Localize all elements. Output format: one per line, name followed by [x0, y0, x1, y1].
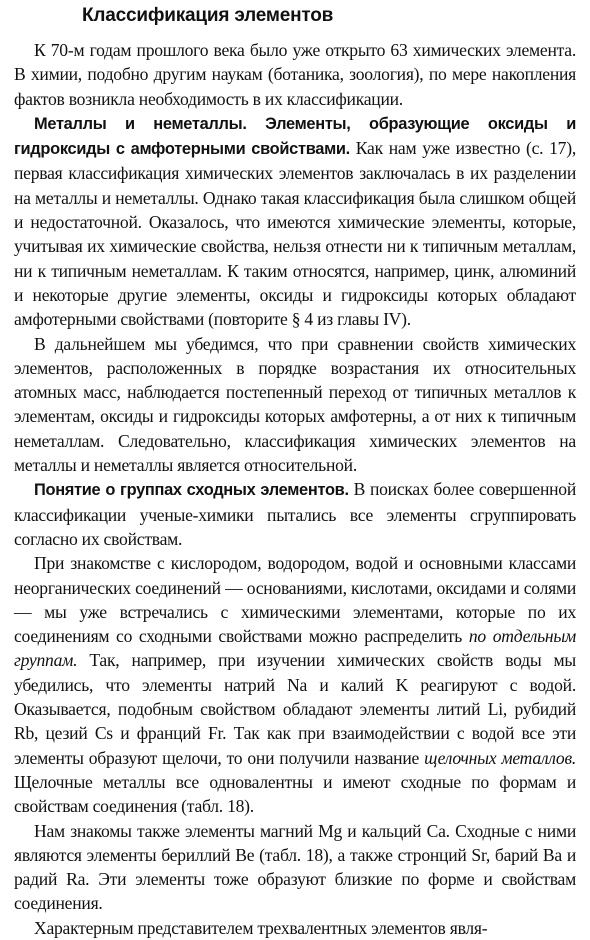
italic-alkali: щелочных металлов.: [424, 747, 577, 768]
paragraph-groups: Понятие о группах сходных элементов. В поисках более совершенной классификации ученые-химики пытались все элементы сгруппировать согласно их свойствам.: [14, 479, 576, 549]
paragraph-metals: Металлы и неметаллы. Элементы, образующие оксиды и гидроксиды с амфотерными свойствами. Как нам уже известно (с. 17), первая классификация химических элементов заключалась в их разделении на металлы и неметаллы. Однако такая классификация была слишком общей и недостаточной. Оказалось, что имеются химические элементы, которые, учитывая их химические свойства, нельзя отнести ни к типичным металлам, ни к типичным неметаллам. К таким относятся, например, цинк, алюминий и некоторые другие элементы, оксиды и гидроксиды которых обладают амфотерными свойствами (повторите § 4 из главы IV).: [14, 114, 576, 330]
subheading-metals: Металлы и неметаллы. Элементы, образующие оксиды и гидроксиды с амфотерными свойствами.: [14, 114, 576, 159]
paragraph-alkaline-earth: Нам знакомы также элементы магний Mg и кальций Ca. Сходные с ними являются элементы бериллий Be (табл. 18), а также стронций Sr, барий Ba и радий Ra. Эти элементы тоже образуют близкие по форме и свойствам соединения.: [14, 820, 576, 914]
paragraph-intro: К 70-м годам прошлого века было уже открыто 63 химических элемента. В химии, подобно другим наукам (ботаника, зоология), по мере накопления фактов возникла необходимость в их классификации.: [14, 40, 576, 109]
body-text: [14, 38, 576, 940]
section-heading: Классификация элементов: [82, 5, 334, 26]
paragraph-transition: В дальнейшем мы убедимся, что при сравнении свойств химических элементов, расположенных в порядке возрастания их относительных атомных масс, наблюдается постепенный переход от типичных металлов к элементам, оксиды и гидроксиды которых амфотерны, а от них к типичным неметаллам. Следовательно, классификация химических элементов на металлы и неметаллы является относительной.: [14, 333, 576, 476]
subheading-groups: Понятие о группах сходных элементов.: [34, 481, 349, 500]
paragraph-trivalent: Характерным представителем трехвалентных элементов явля-: [34, 917, 488, 938]
italic-groups: по отдельным группам.: [14, 626, 576, 671]
paragraph-alkali: При знакомстве с кислородом, водородом, водой и основными классами неорганических соединений — основаниями, кислотами, оксидами и солями — мы уже встречались с химическими элементами, которые по их соединениям со сходными свойствами можно распределить по отдельным группам. Так, например, при изучении химических свойств воды мы убедились, что элементы натрий Na и калий K реагируют с водой. Оказывается, подобным свойством обладают элементы литий Li, рубидий Rb, цезий Cs и франций Fr. Так как при взаимодействии с водой все эти элементы образуют щелочи, то они получили название щелочных металлов. Щелочные металлы все одновалентны и имеют сходные по формам и свойствам соединения (табл. 18).: [14, 553, 577, 817]
